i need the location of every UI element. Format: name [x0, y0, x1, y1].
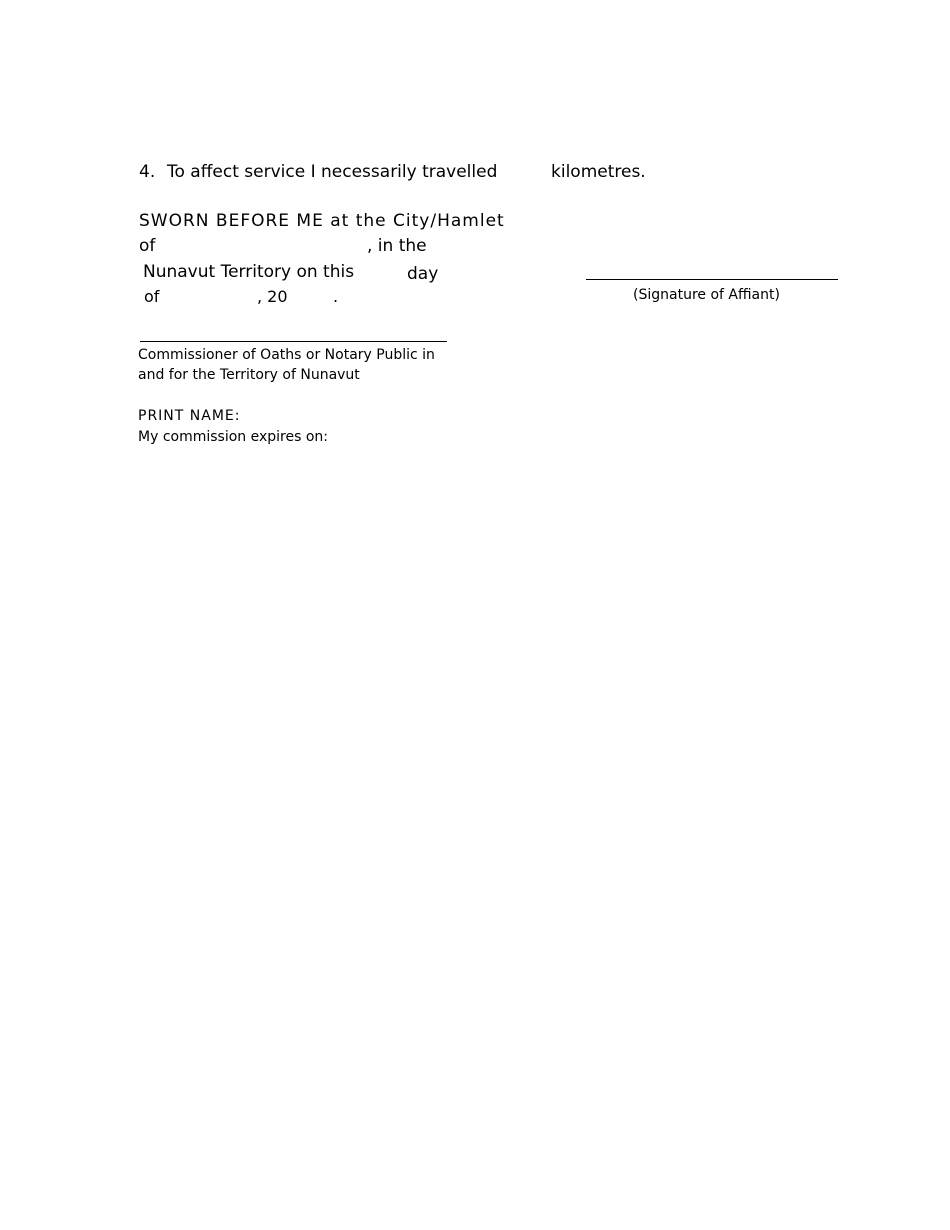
jurat-in-the-label: , in the: [367, 236, 427, 256]
commissioner-title-line-2: and for the Territory of Nunavut: [138, 367, 360, 383]
jurat-territory-line: Nunavut Territory on this: [143, 262, 355, 282]
affiant-signature-line: [586, 279, 838, 280]
jurat-year-label: , 20: [257, 287, 288, 306]
jurat-day-label: day: [407, 264, 439, 284]
travel-statement: To affect service I necessarily travelled: [167, 162, 498, 182]
commission-expiry-label: My commission expires on:: [138, 429, 328, 445]
jurat-month-label: of: [144, 287, 160, 306]
affiant-signature-label: (Signature of Affiant): [633, 287, 780, 303]
commissioner-signature-line: [140, 341, 447, 342]
item-number: 4.: [139, 162, 156, 182]
jurat-line-1: SWORN BEFORE ME at the City/Hamlet: [139, 211, 505, 231]
jurat-period: .: [333, 287, 339, 306]
commissioner-title-line-1: Commissioner of Oaths or Notary Public in: [138, 347, 435, 363]
print-name-label: PRINT NAME:: [138, 408, 241, 424]
jurat-of-label: of: [139, 236, 156, 256]
distance-unit: kilometres.: [551, 162, 646, 182]
